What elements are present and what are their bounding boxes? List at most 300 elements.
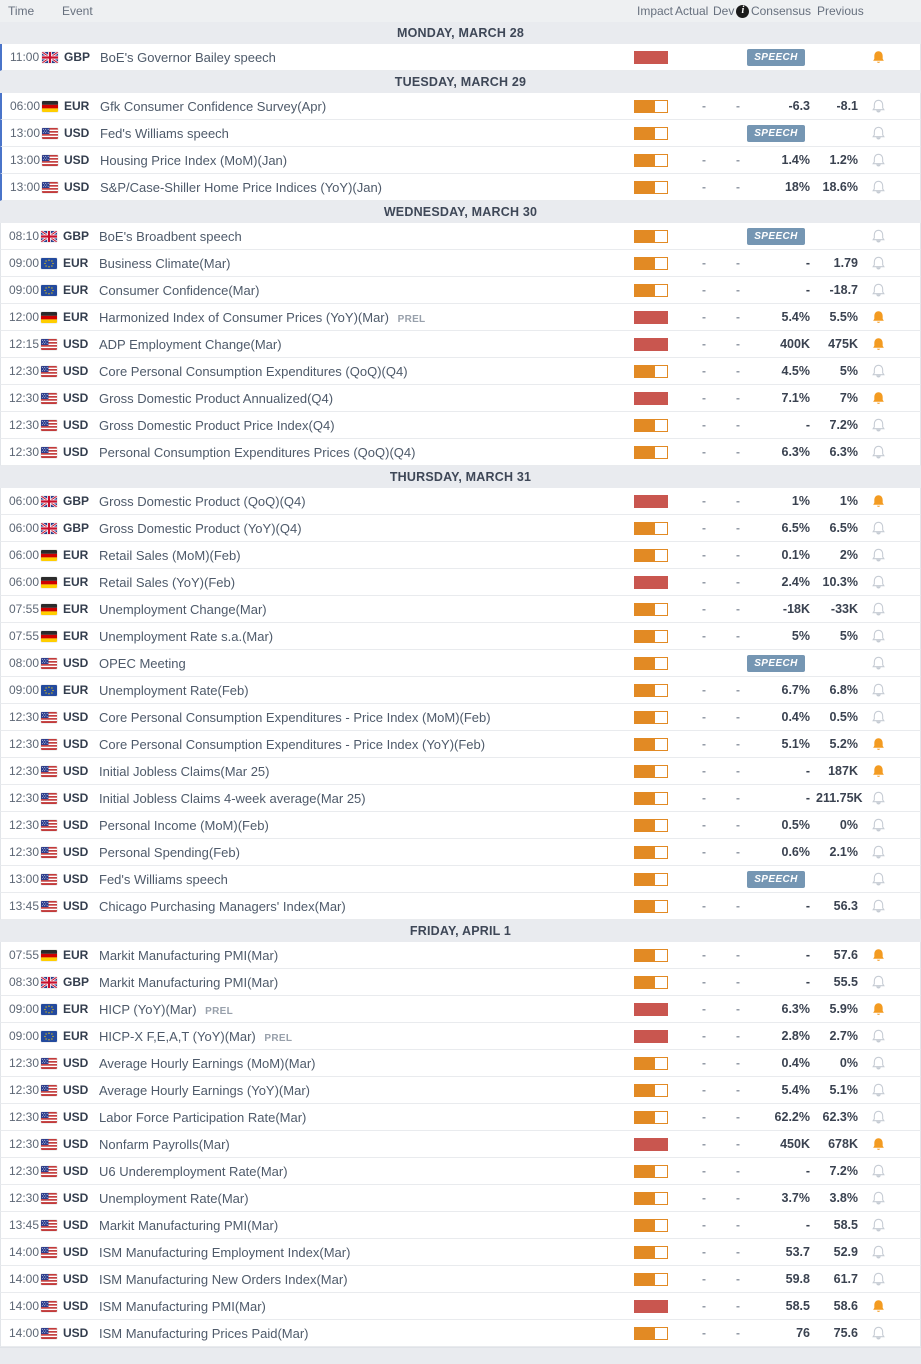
impact-bar	[634, 765, 668, 778]
event-name[interactable]: Consumer Confidence(Mar)	[99, 282, 260, 298]
dev-value: -	[736, 99, 740, 113]
actual-value: -	[702, 1164, 706, 1178]
impact-bar	[634, 127, 668, 140]
dev-label: Dev	[713, 4, 735, 18]
event-row[interactable]	[0, 1185, 921, 1212]
alert-bell-icon[interactable]	[871, 256, 886, 271]
event-row[interactable]	[0, 542, 921, 569]
event-row[interactable]	[0, 596, 921, 623]
event-name[interactable]: Personal Income (MoM)(Feb)	[99, 817, 269, 833]
event-name[interactable]: Housing Price Index (MoM)(Jan)	[100, 152, 288, 168]
alert-bell-icon[interactable]	[871, 126, 886, 141]
event-name[interactable]: HICP-X F,E,A,T (YoY)(Mar)	[99, 1028, 256, 1044]
consensus-value: -	[805, 948, 810, 962]
event-row[interactable]	[0, 1239, 921, 1266]
alert-bell-icon[interactable]	[871, 899, 886, 914]
event-time: 06:00	[9, 575, 40, 589]
event-row[interactable]	[0, 785, 921, 812]
impact-bar	[634, 819, 668, 832]
currency-code: USD	[63, 818, 89, 832]
event-row[interactable]	[0, 488, 921, 515]
impact-bar	[634, 51, 668, 64]
actual-value: -	[702, 818, 706, 832]
column-header-impact: Impact	[637, 4, 674, 18]
event-name[interactable]: HICP (YoY)(Mar)	[99, 1001, 197, 1017]
actual-value: -	[702, 1299, 706, 1313]
us-flag-icon	[41, 1139, 57, 1150]
alert-bell-icon[interactable]	[871, 1326, 886, 1341]
event-name[interactable]: ISM Manufacturing PMI(Mar)	[99, 1298, 266, 1314]
alert-bell-icon[interactable]	[871, 1218, 886, 1233]
gb-flag-icon	[41, 231, 57, 242]
us-flag-icon	[41, 847, 57, 858]
dev-value: -	[736, 975, 740, 989]
previous-value: 187K	[828, 764, 858, 778]
day-header-label: MONDAY, MARCH 28	[396, 26, 525, 40]
event-row[interactable]	[0, 250, 921, 277]
event-row[interactable]	[0, 866, 921, 893]
event-row[interactable]	[0, 1104, 921, 1131]
event-row[interactable]	[0, 1212, 921, 1239]
previous-value: 475K	[828, 337, 858, 351]
alert-bell-icon[interactable]	[871, 683, 886, 698]
actual-value: -	[702, 283, 706, 297]
currency-code: USD	[63, 1272, 89, 1286]
dev-value: -	[736, 710, 740, 724]
event-time: 12:30	[9, 737, 40, 751]
impact-bar	[634, 100, 668, 113]
impact-bar	[634, 1246, 668, 1259]
event-row[interactable]	[0, 677, 921, 704]
event-name[interactable]: Average Hourly Earnings (MoM)(Mar)	[99, 1055, 316, 1071]
previous-value: 3.8%	[829, 1191, 858, 1205]
event-row[interactable]	[0, 731, 921, 758]
impact-bar	[634, 1300, 668, 1313]
dev-value: -	[736, 256, 740, 270]
event-name[interactable]: Average Hourly Earnings (YoY)(Mar)	[99, 1082, 310, 1098]
event-row[interactable]	[0, 358, 921, 385]
event-time: 12:30	[9, 818, 40, 832]
alert-bell-icon[interactable]	[871, 975, 886, 990]
event-row[interactable]	[0, 623, 921, 650]
event-time: 14:00	[9, 1326, 40, 1340]
actual-value: -	[702, 791, 706, 805]
us-flag-icon	[41, 1112, 57, 1123]
event-row[interactable]	[0, 515, 921, 542]
alert-bell-icon[interactable]	[871, 229, 886, 244]
actual-value: -	[702, 1002, 706, 1016]
actual-value: -	[702, 445, 706, 459]
us-flag-icon	[41, 393, 57, 404]
event-name[interactable]: Labor Force Participation Rate(Mar)	[99, 1109, 307, 1125]
next-day-header-partial	[0, 1347, 921, 1364]
consensus-value: 0.4%	[781, 1056, 810, 1070]
event-name[interactable]: Gross Domestic Product (QoQ)(Q4)	[99, 493, 306, 509]
event-name[interactable]: Nonfarm Payrolls(Mar)	[99, 1136, 230, 1152]
impact-bar	[634, 446, 668, 459]
event-row[interactable]	[0, 1131, 921, 1158]
event-name[interactable]: Core Personal Consumption Expenditures (QoQ)(Q4)	[99, 363, 408, 379]
dev-value: -	[736, 180, 740, 194]
prel-badge: PREL	[264, 1032, 293, 1044]
actual-value: -	[702, 521, 706, 535]
currency-code: USD	[63, 1245, 89, 1259]
alert-bell-icon[interactable]	[871, 283, 886, 298]
currency-code: EUR	[63, 683, 89, 697]
event-name[interactable]: S&P/Case-Shiller Home Price Indices (YoY)(Jan)	[100, 179, 383, 195]
consensus-value: 5.4%	[781, 1083, 810, 1097]
impact-bar	[634, 576, 668, 589]
event-name[interactable]: ISM Manufacturing New Orders Index(Mar)	[99, 1271, 348, 1287]
event-time: 07:55	[9, 629, 40, 643]
alert-bell-active-icon[interactable]	[871, 310, 886, 325]
dev-value: -	[736, 418, 740, 432]
actual-value: -	[702, 737, 706, 751]
consensus-value: 6.5%	[781, 521, 810, 535]
event-row[interactable]	[0, 1266, 921, 1293]
currency-code: USD	[63, 791, 89, 805]
event-time: 11:00	[10, 50, 40, 64]
impact-bar	[634, 495, 668, 508]
currency-code: EUR	[63, 948, 89, 962]
event-row[interactable]	[0, 1023, 921, 1050]
consensus-value: 76	[796, 1326, 810, 1340]
alert-bell-icon[interactable]	[871, 548, 886, 563]
event-row[interactable]	[0, 412, 921, 439]
event-name[interactable]: Unemployment Change(Mar)	[99, 601, 267, 617]
alert-bell-icon[interactable]	[871, 1245, 886, 1260]
event-row[interactable]	[0, 996, 921, 1023]
event-name[interactable]: U6 Underemployment Rate(Mar)	[99, 1163, 288, 1179]
alert-bell-icon[interactable]	[871, 791, 886, 806]
event-name[interactable]: Gross Domestic Product Annualized(Q4)	[99, 390, 334, 406]
currency-code: EUR	[63, 1029, 89, 1043]
event-time: 06:00	[10, 99, 41, 113]
event-name[interactable]: Initial Jobless Claims 4-week average(Mar 25)	[99, 790, 366, 806]
alert-bell-icon[interactable]	[871, 1110, 886, 1125]
currency-code: GBP	[63, 494, 90, 508]
impact-bar	[634, 549, 668, 562]
alert-bell-icon[interactable]	[871, 818, 886, 833]
event-name[interactable]: BoE's Broadbent speech	[99, 228, 242, 244]
event-time: 09:00	[9, 683, 40, 697]
event-name[interactable]: Core Personal Consumption Expenditures - Price Index (MoM)(Feb)	[99, 709, 491, 725]
consensus-value: 1%	[791, 494, 810, 508]
event-row[interactable]	[0, 120, 921, 147]
alert-bell-icon[interactable]	[871, 872, 886, 887]
event-row[interactable]	[0, 812, 921, 839]
event-time: 12:00	[9, 310, 40, 324]
event-name[interactable]: ISM Manufacturing Employment Index(Mar)	[99, 1244, 351, 1260]
alert-bell-icon[interactable]	[871, 99, 886, 114]
alert-bell-icon[interactable]	[871, 153, 886, 168]
alert-bell-icon[interactable]	[871, 521, 886, 536]
event-time: 12:30	[9, 1137, 40, 1151]
column-header-previous: Previous	[817, 4, 864, 18]
event-name[interactable]: Markit Manufacturing PMI(Mar)	[99, 947, 279, 963]
event-name[interactable]: Core Personal Consumption Expenditures - Price Index (YoY)(Feb)	[99, 736, 486, 752]
currency-code: USD	[63, 1299, 89, 1313]
previous-value: 52.9	[833, 1245, 858, 1259]
event-row[interactable]	[0, 1293, 921, 1320]
dev-value: -	[736, 1272, 740, 1286]
event-row[interactable]	[0, 147, 921, 174]
event-name[interactable]: Gross Domestic Product (YoY)(Q4)	[99, 520, 302, 536]
event-name[interactable]: Initial Jobless Claims(Mar 25)	[99, 763, 270, 779]
actual-value: -	[702, 899, 706, 913]
gb-flag-icon	[42, 52, 58, 63]
previous-value: 211.75K	[816, 791, 863, 805]
currency-code: USD	[63, 1326, 89, 1340]
event-name[interactable]: Harmonized Index of Consumer Prices (YoY)(Mar)	[99, 309, 389, 325]
alert-bell-icon[interactable]	[871, 629, 886, 644]
event-time: 06:00	[9, 494, 40, 508]
event-time: 12:30	[9, 445, 40, 459]
currency-code: USD	[63, 1191, 89, 1205]
event-time: 12:30	[9, 764, 40, 778]
alert-bell-active-icon[interactable]	[871, 1002, 886, 1017]
event-row[interactable]	[0, 174, 921, 201]
currency-code: EUR	[63, 602, 89, 616]
previous-value: 0%	[839, 818, 858, 832]
dev-value: -	[736, 548, 740, 562]
event-time: 09:00	[9, 1029, 40, 1043]
event-row[interactable]	[0, 1158, 921, 1185]
previous-value: 1.79	[833, 256, 858, 270]
actual-value: -	[702, 1191, 706, 1205]
event-name[interactable]: Business Climate(Mar)	[99, 255, 231, 271]
actual-value: -	[702, 710, 706, 724]
calendar-body	[0, 22, 921, 1347]
us-flag-icon	[41, 1085, 57, 1096]
impact-bar	[634, 603, 668, 616]
alert-bell-icon[interactable]	[871, 602, 886, 617]
dev-value: -	[736, 1110, 740, 1124]
alert-bell-icon[interactable]	[871, 418, 886, 433]
us-flag-icon	[41, 1220, 57, 1231]
dev-value: -	[736, 737, 740, 751]
event-row[interactable]	[0, 277, 921, 304]
us-flag-icon	[41, 766, 57, 777]
currency-code: USD	[63, 337, 89, 351]
alert-bell-active-icon[interactable]	[871, 948, 886, 963]
alert-bell-active-icon[interactable]	[871, 337, 886, 352]
event-time: 12:30	[9, 710, 40, 724]
dev-value: -	[736, 494, 740, 508]
alert-bell-icon[interactable]	[871, 656, 886, 671]
consensus-value: 1.4%	[781, 153, 810, 167]
consensus-value: -18K	[782, 602, 810, 616]
currency-code: USD	[63, 445, 89, 459]
impact-bar	[634, 1030, 668, 1043]
us-flag-icon	[41, 739, 57, 750]
alert-bell-icon[interactable]	[871, 845, 886, 860]
us-flag-icon	[41, 1166, 57, 1177]
previous-value: 5.9%	[829, 1002, 858, 1016]
alert-bell-active-icon[interactable]	[871, 764, 886, 779]
previous-value: 57.6	[833, 948, 858, 962]
us-flag-icon	[42, 155, 58, 166]
event-name[interactable]: BoE's Governor Bailey speech	[100, 49, 276, 65]
speech-badge: SPEECH	[747, 871, 805, 888]
us-flag-icon	[41, 874, 57, 885]
event-name[interactable]: Gross Domestic Product Price Index(Q4)	[99, 417, 335, 433]
previous-value: 18.6%	[822, 180, 858, 194]
consensus-value: -	[805, 418, 810, 432]
currency-code: USD	[63, 764, 89, 778]
event-name[interactable]: Unemployment Rate s.a.(Mar)	[99, 628, 274, 644]
event-row[interactable]	[0, 223, 921, 250]
event-name[interactable]: ISM Manufacturing Prices Paid(Mar)	[99, 1325, 309, 1341]
alert-bell-icon[interactable]	[871, 1164, 886, 1179]
actual-value: -	[702, 256, 706, 270]
currency-code: USD	[63, 1110, 89, 1124]
event-name[interactable]: OPEC Meeting	[99, 655, 186, 671]
actual-value: -	[702, 310, 706, 324]
event-row[interactable]	[0, 893, 921, 920]
event-row[interactable]	[0, 758, 921, 785]
column-header-dev	[713, 4, 743, 18]
alert-bell-icon[interactable]	[871, 710, 886, 725]
actual-value: -	[702, 1083, 706, 1097]
event-time: 08:00	[9, 656, 40, 670]
impact-bar	[634, 976, 668, 989]
currency-code: GBP	[63, 229, 90, 243]
event-time: 07:55	[9, 602, 40, 616]
event-row[interactable]	[0, 704, 921, 731]
consensus-value: 2.8%	[781, 1029, 810, 1043]
currency-code: USD	[63, 391, 89, 405]
event-name[interactable]: Markit Manufacturing PMI(Mar)	[99, 1217, 279, 1233]
consensus-value: 0.5%	[781, 818, 810, 832]
impact-bar	[634, 949, 668, 962]
alert-bell-icon[interactable]	[871, 1083, 886, 1098]
event-row[interactable]	[0, 331, 921, 358]
consensus-value: 4.5%	[781, 364, 810, 378]
event-name[interactable]: Personal Consumption Expenditures Prices (QoQ)(Q4)	[99, 444, 416, 460]
previous-value: -18.7	[829, 283, 858, 297]
event-name[interactable]: Personal Spending(Feb)	[99, 844, 240, 860]
alert-bell-active-icon[interactable]	[871, 1137, 886, 1152]
alert-bell-icon[interactable]	[871, 364, 886, 379]
event-row[interactable]	[0, 93, 921, 120]
event-row[interactable]	[0, 439, 921, 466]
consensus-value: 53.7	[785, 1245, 810, 1259]
event-name[interactable]: Unemployment Rate(Feb)	[99, 682, 249, 698]
impact-bar	[634, 311, 668, 324]
alert-bell-active-icon[interactable]	[871, 494, 886, 509]
currency-code: USD	[63, 1083, 89, 1097]
impact-bar	[634, 1111, 668, 1124]
event-name[interactable]: Fed's Williams speech	[100, 125, 229, 141]
us-flag-icon	[42, 182, 58, 193]
event-row[interactable]	[0, 839, 921, 866]
consensus-value: 6.7%	[781, 683, 810, 697]
alert-bell-icon[interactable]	[871, 575, 886, 590]
day-header	[0, 71, 921, 93]
dev-value: -	[736, 1299, 740, 1313]
day-header-label: TUESDAY, MARCH 29	[394, 75, 527, 89]
impact-bar	[634, 1003, 668, 1016]
actual-value: -	[702, 1056, 706, 1070]
currency-code: USD	[64, 153, 90, 167]
event-row[interactable]	[0, 1050, 921, 1077]
event-name[interactable]: Gfk Consumer Confidence Survey(Apr)	[100, 98, 327, 114]
day-header	[0, 466, 921, 488]
event-name[interactable]: Chicago Purchasing Managers' Index(Mar)	[99, 898, 346, 914]
event-row[interactable]	[0, 650, 921, 677]
impact-bar	[634, 873, 668, 886]
impact-bar	[634, 154, 668, 167]
dev-value: -	[736, 1083, 740, 1097]
impact-bar	[634, 1192, 668, 1205]
alert-bell-icon[interactable]	[871, 180, 886, 195]
consensus-value: 5.4%	[781, 310, 810, 324]
impact-bar	[634, 284, 668, 297]
consensus-value: 400K	[780, 337, 810, 351]
event-time: 13:00	[9, 872, 40, 886]
alert-bell-icon[interactable]	[871, 1029, 886, 1044]
event-name[interactable]: Markit Manufacturing PMI(Mar)	[99, 974, 279, 990]
eu-flag-icon	[41, 285, 57, 296]
event-name[interactable]: Unemployment Rate(Mar)	[99, 1190, 249, 1206]
event-name[interactable]: Fed's Williams speech	[99, 871, 228, 887]
event-time: 13:45	[9, 1218, 40, 1232]
column-header-event: Event	[62, 4, 93, 18]
us-flag-icon	[41, 1328, 57, 1339]
event-row[interactable]	[0, 942, 921, 969]
alert-bell-icon[interactable]	[871, 1056, 886, 1071]
dev-value: -	[736, 1002, 740, 1016]
alert-bell-active-icon[interactable]	[871, 1299, 886, 1314]
alert-bell-icon[interactable]	[871, 1191, 886, 1206]
alert-bell-active-icon[interactable]	[871, 391, 886, 406]
event-time: 08:30	[9, 975, 40, 989]
event-row[interactable]	[0, 969, 921, 996]
alert-bell-active-icon[interactable]	[871, 50, 886, 65]
consensus-value: 59.8	[785, 1272, 810, 1286]
currency-code: USD	[63, 710, 89, 724]
event-name[interactable]: ADP Employment Change(Mar)	[99, 336, 282, 352]
event-name[interactable]: Retail Sales (MoM)(Feb)	[99, 547, 241, 563]
alert-bell-icon[interactable]	[871, 445, 886, 460]
previous-value: 5.5%	[829, 310, 858, 324]
dev-value: -	[736, 521, 740, 535]
event-row[interactable]	[0, 569, 921, 596]
event-time: 13:00	[10, 180, 41, 194]
dev-value: -	[736, 1056, 740, 1070]
prel-badge: PREL	[205, 1005, 234, 1017]
previous-value: 55.5	[833, 975, 858, 989]
info-icon[interactable]: i	[736, 5, 749, 18]
dev-value: -	[736, 1326, 740, 1340]
currency-code: GBP	[64, 50, 91, 64]
event-row[interactable]	[0, 44, 921, 71]
event-row[interactable]	[0, 1320, 921, 1347]
gb-flag-icon	[41, 523, 57, 534]
event-row[interactable]	[0, 1077, 921, 1104]
currency-code: EUR	[63, 256, 89, 270]
event-time: 12:30	[9, 845, 40, 859]
dev-value: -	[736, 845, 740, 859]
event-row[interactable]	[0, 385, 921, 412]
alert-bell-active-icon[interactable]	[871, 737, 886, 752]
event-row[interactable]	[0, 304, 921, 331]
event-name[interactable]: Retail Sales (YoY)(Feb)	[99, 574, 236, 590]
consensus-value: 0.1%	[781, 548, 810, 562]
dev-value: -	[736, 364, 740, 378]
alert-bell-icon[interactable]	[871, 1272, 886, 1287]
